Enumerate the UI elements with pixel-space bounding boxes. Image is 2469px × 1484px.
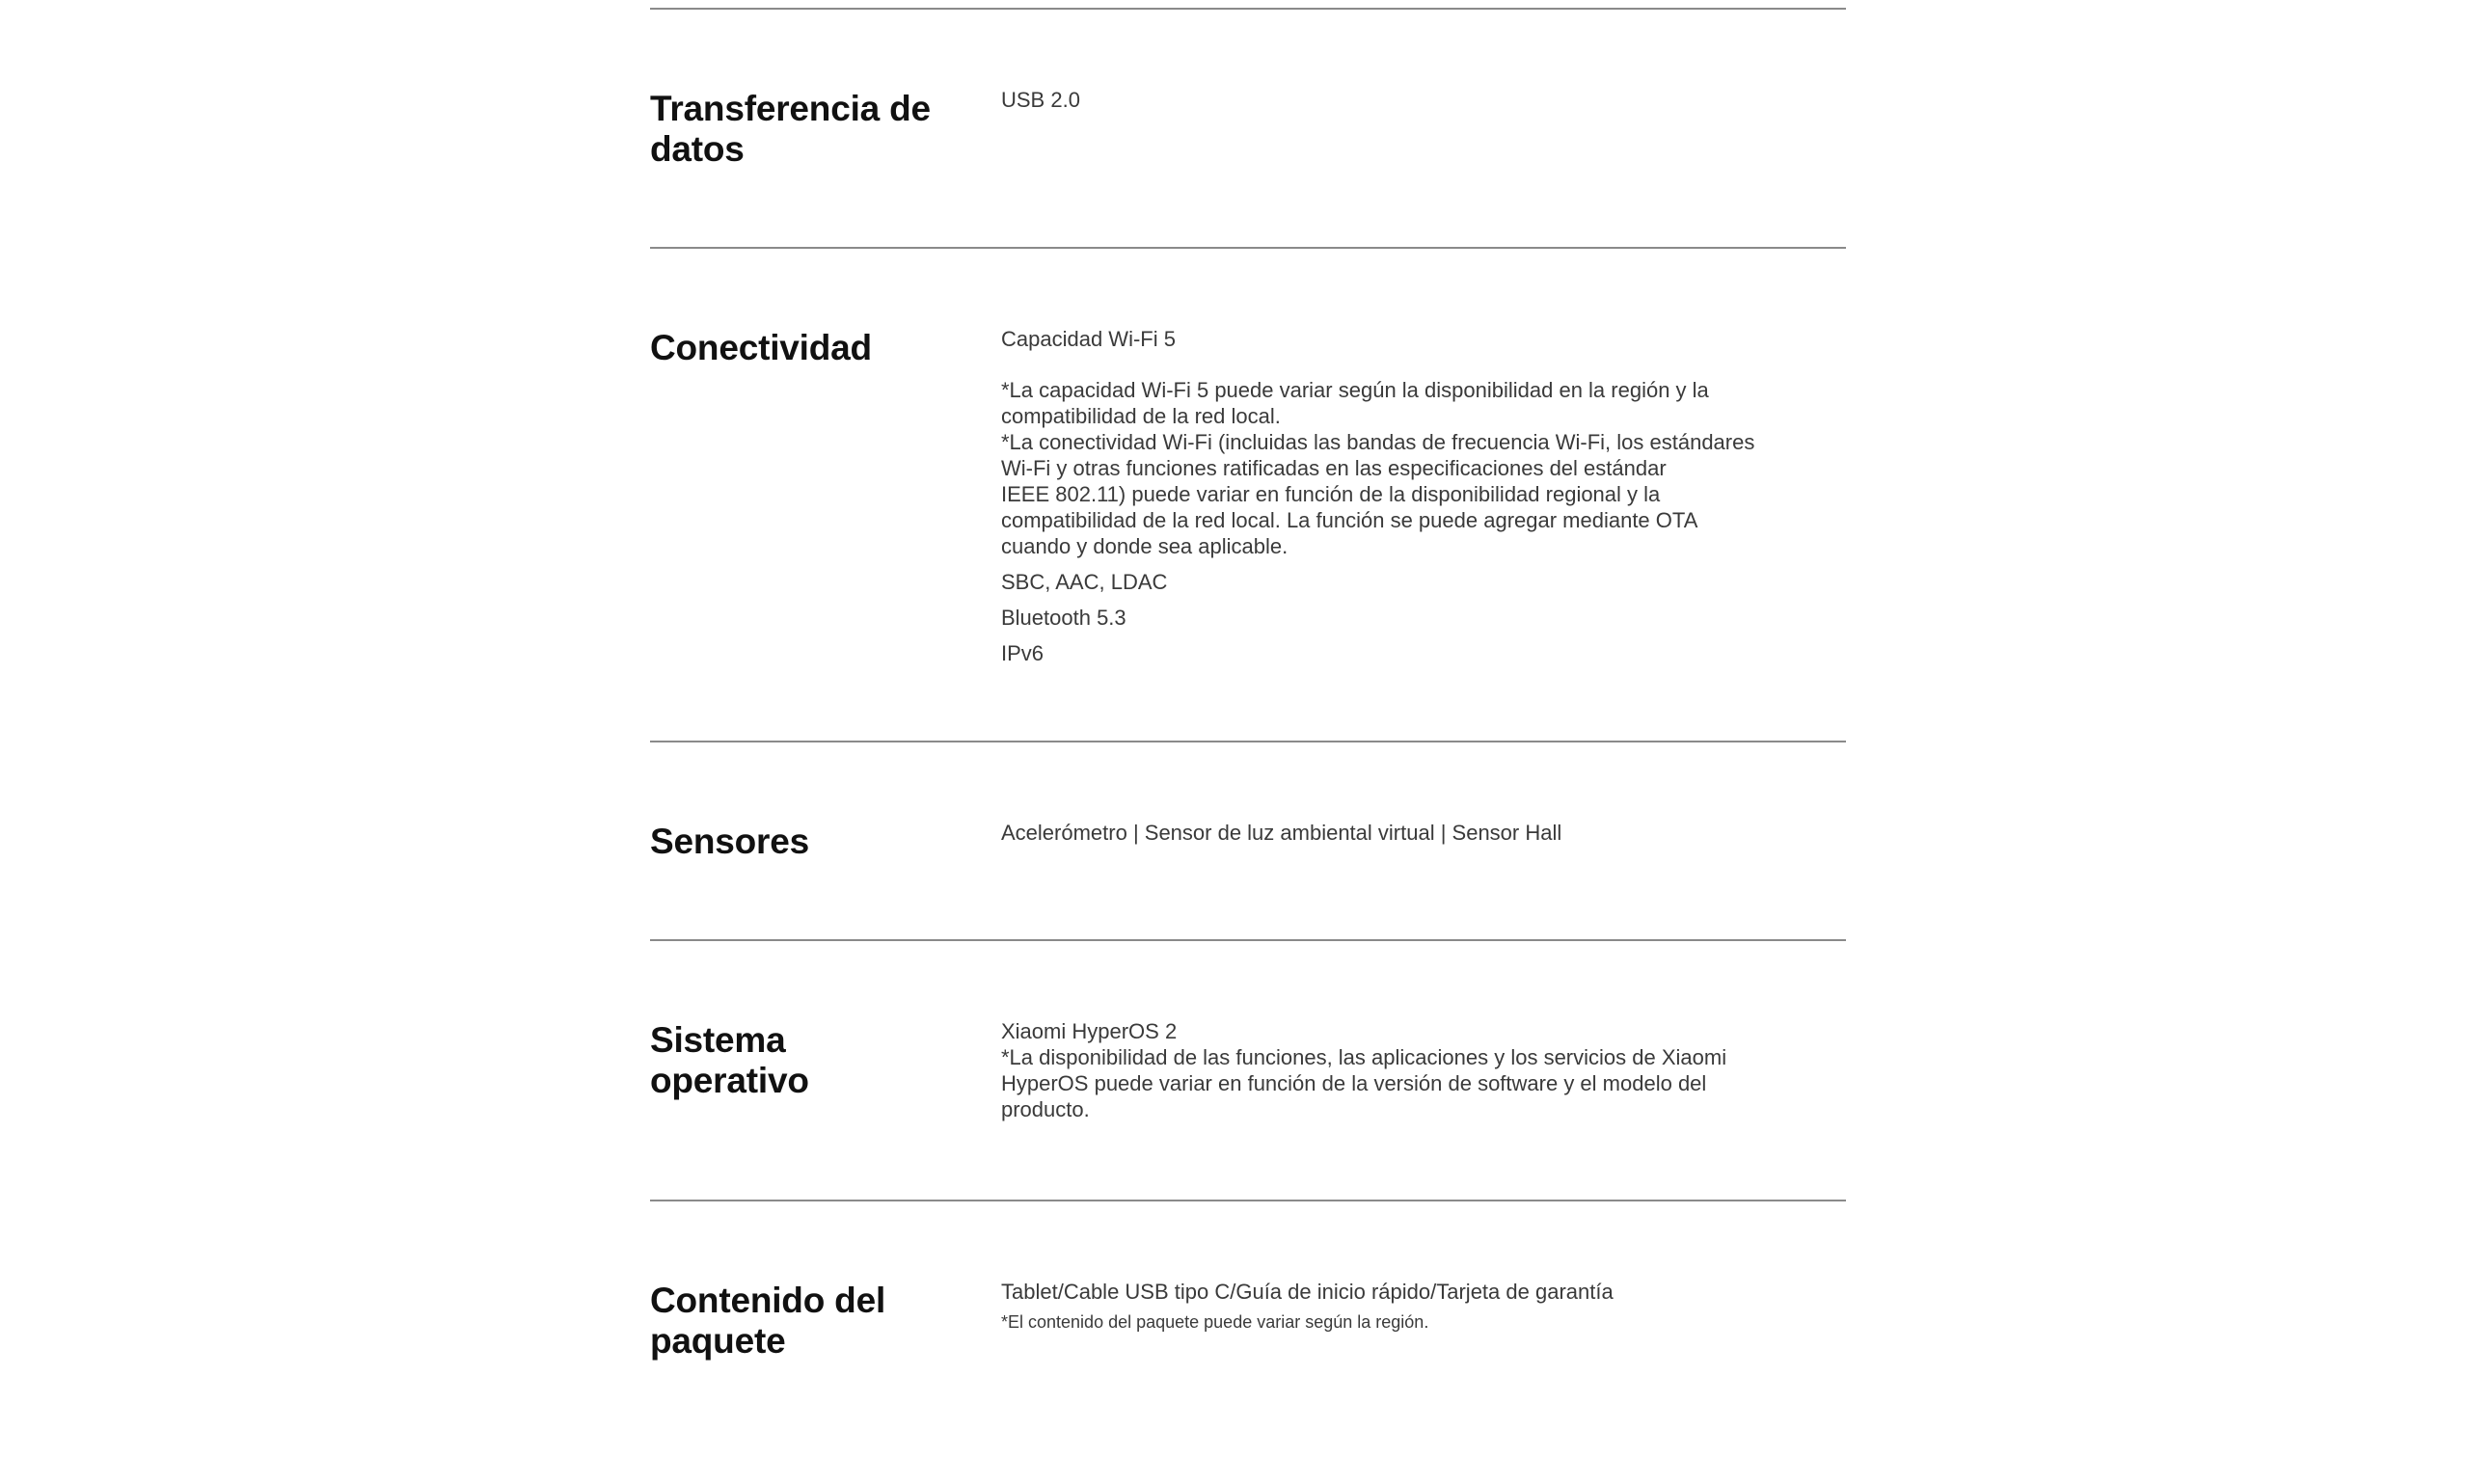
section-title-operating-system [650,1020,959,1101]
title-line: Conectividad [650,328,872,367]
divider [650,741,1846,742]
spec-value: Xiaomi HyperOS 2 [1001,1019,1178,1043]
section-title-package-contents [650,1281,959,1362]
spec-value: IPv6 [1001,641,1045,665]
divider [650,247,1846,249]
footnote-line: *La conectividad Wi-Fi (incluidas las bandas de frecuencia Wi-Fi, los estándares [1001,430,1755,454]
title-line: datos [650,129,745,169]
spec-value: Bluetooth 5.3 [1001,606,1126,630]
title-line: Sistema [650,1020,786,1060]
footnote-block [1001,377,1802,559]
spec-value: Acelerómetro | Sensor de luz ambiental virtual | Sensor Hall [1001,821,1562,845]
footnote-line: *El contenido del paquete puede variar según la región. [1001,1312,1429,1332]
section-body-sensors [1001,820,1802,846]
divider [650,8,1846,10]
section-title-sensors [650,822,959,862]
title-line: paquete [650,1321,786,1361]
footnote-line: cuando y donde sea aplicable. [1001,534,1289,558]
section-body-operating-system [1001,1018,1802,1122]
footnote-line: producto. [1001,1097,1090,1121]
footnote-line: HyperOS puede variar en función de la versión de software y el modelo del [1001,1071,1707,1095]
divider [650,1200,1846,1201]
spec-value: USB 2.0 [1001,88,1080,112]
footnote-line: Wi-Fi y otras funciones ratificadas en las especificaciones del estándar [1001,456,1667,480]
footnote-line: *La capacidad Wi-Fi 5 puede variar según la disponibilidad en la región y la [1001,378,1709,402]
section-title-connectivity [650,328,959,368]
title-line: operativo [650,1061,809,1100]
section-body-data-transfer [1001,87,1802,113]
footnote-line: compatibilidad de la red local. [1001,404,1281,428]
section-title-data-transfer [650,89,959,170]
spec-value: Tablet/Cable USB tipo C/Guía de inicio rápido/Tarjeta de garantía [1001,1280,1614,1304]
footnote-line: *La disponibilidad de las funciones, las aplicaciones y los servicios de Xiaomi [1001,1045,1727,1069]
section-body-connectivity [1001,326,1802,666]
title-line: Transferencia de [650,89,931,128]
footnote-line: IEEE 802.11) puede variar en función de la disponibilidad regional y la [1001,482,1661,506]
title-line: Sensores [650,822,809,861]
section-body-package-contents [1001,1279,1802,1334]
footnote-line: compatibilidad de la red local. La función se puede agregar mediante OTA [1001,508,1698,532]
title-line: Contenido del [650,1281,886,1320]
spec-value: SBC, AAC, LDAC [1001,570,1168,594]
spec-value: Capacidad Wi-Fi 5 [1001,327,1176,351]
divider [650,939,1846,941]
